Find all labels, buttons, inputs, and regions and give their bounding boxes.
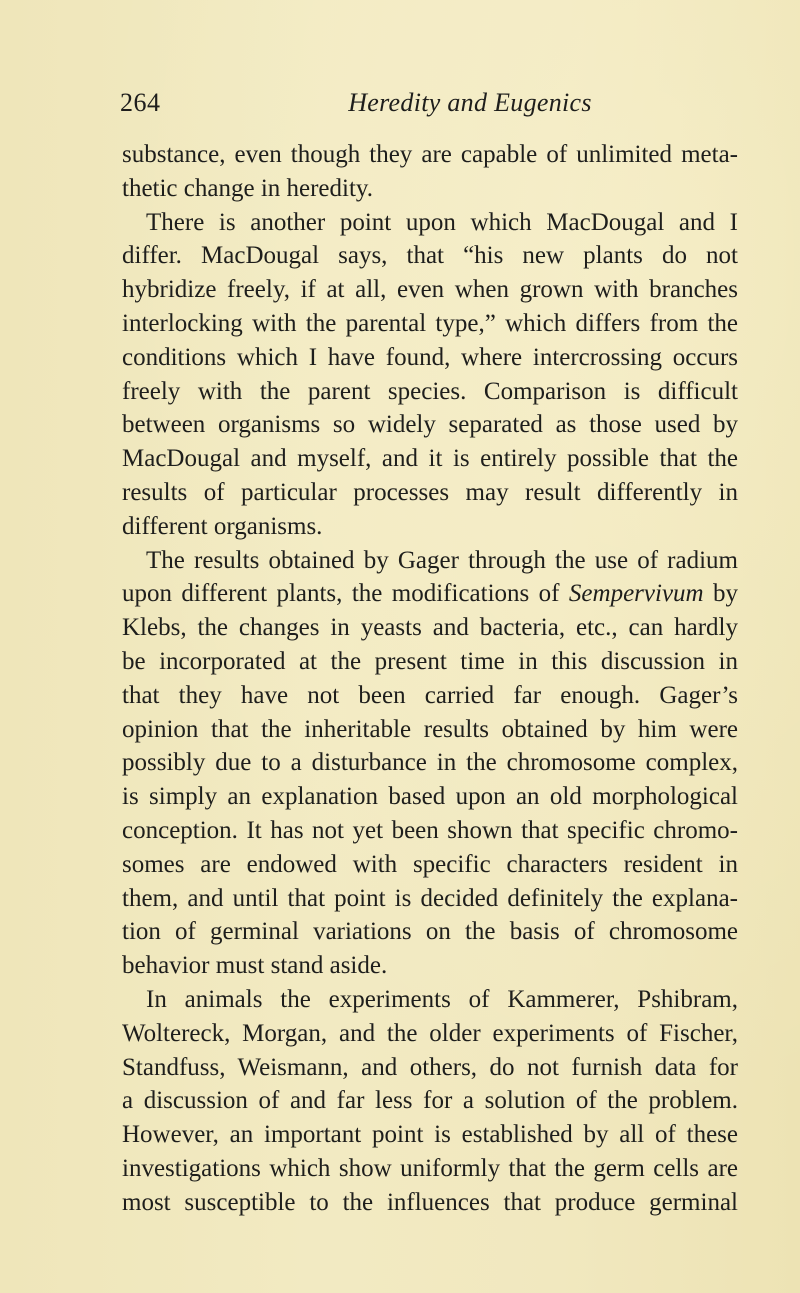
text-line: that they have not been carried far enough. Gager’s bbox=[122, 681, 738, 709]
text-line: investigations which show uniformly that the germ cells are bbox=[122, 1154, 738, 1182]
text-line: conditions which I have found, where intercrossing occurs bbox=[122, 343, 738, 371]
text-line: somes are endowed with specific characters resident in bbox=[122, 850, 738, 878]
text-line: Klebs, the changes in yeasts and bacteria, etc., can hardly bbox=[122, 614, 738, 642]
text-line: possibly due to a disturbance in the chromosome complex, bbox=[122, 749, 738, 777]
text-line: them, and until that point is decided definitely the explana- bbox=[122, 884, 738, 912]
running-title: Heredity and Eugenics bbox=[348, 88, 592, 117]
running-head bbox=[120, 88, 740, 128]
text-line: tion of germinal variations on the basis of chromosome bbox=[122, 918, 738, 946]
italic-species-name: Sempervivum bbox=[568, 580, 704, 608]
text-line: substance, even though they are capable of unlimited meta- bbox=[122, 141, 738, 168]
text-line: most susceptible to the influences that produce germinal bbox=[122, 1188, 738, 1216]
text-line: conception. It has not yet been shown that specific chromo- bbox=[122, 816, 738, 844]
text-line: interlocking with the parental type,” which differs from the bbox=[122, 309, 738, 337]
text-line: a discussion of and far less for a solution of the problem. bbox=[122, 1087, 738, 1115]
text-line: thetic change in heredity. bbox=[122, 174, 374, 202]
text-line: different organisms. bbox=[122, 512, 323, 540]
text-line: is simply an explanation based upon an old morphological bbox=[122, 783, 738, 811]
text-line: hybridize freely, if at all, even when grown with branches bbox=[122, 276, 738, 304]
text-line-with-italic bbox=[122, 577, 738, 611]
text-line: freely with the parent species. Comparison is difficult bbox=[122, 377, 738, 405]
text-line: However, an important point is established by all of these bbox=[122, 1121, 738, 1149]
text-run: by bbox=[703, 580, 739, 608]
text-line: There is another point upon which MacDougal and I bbox=[146, 208, 738, 236]
page-number: 264 bbox=[120, 88, 161, 117]
text-line: differ. MacDougal says, that “his new plants do not bbox=[122, 242, 738, 270]
text-line: MacDougal and myself, and it is entirely possible that the bbox=[122, 445, 738, 473]
text-line: be incorporated at the present time in this discussion in bbox=[122, 647, 738, 675]
body-text bbox=[122, 138, 738, 1220]
text-line: Standfuss, Weismann, and others, do not furnish data for bbox=[122, 1053, 738, 1081]
text-line: The results obtained by Gager through the use of radium bbox=[146, 546, 738, 574]
text-run: upon different plants, the modifications of bbox=[122, 580, 569, 608]
text-line: opinion that the inheritable results obtained by him were bbox=[122, 715, 738, 743]
text-line: between organisms so widely separated as those used by bbox=[122, 411, 738, 439]
text-line: results of particular processes may result differently in bbox=[122, 478, 738, 506]
text-line: Woltereck, Morgan, and the older experiments of Fischer, bbox=[122, 1019, 738, 1047]
text-line: behavior must stand aside. bbox=[122, 952, 388, 980]
text-line: In animals the experiments of Kammerer, Pshibram, bbox=[146, 985, 738, 1013]
